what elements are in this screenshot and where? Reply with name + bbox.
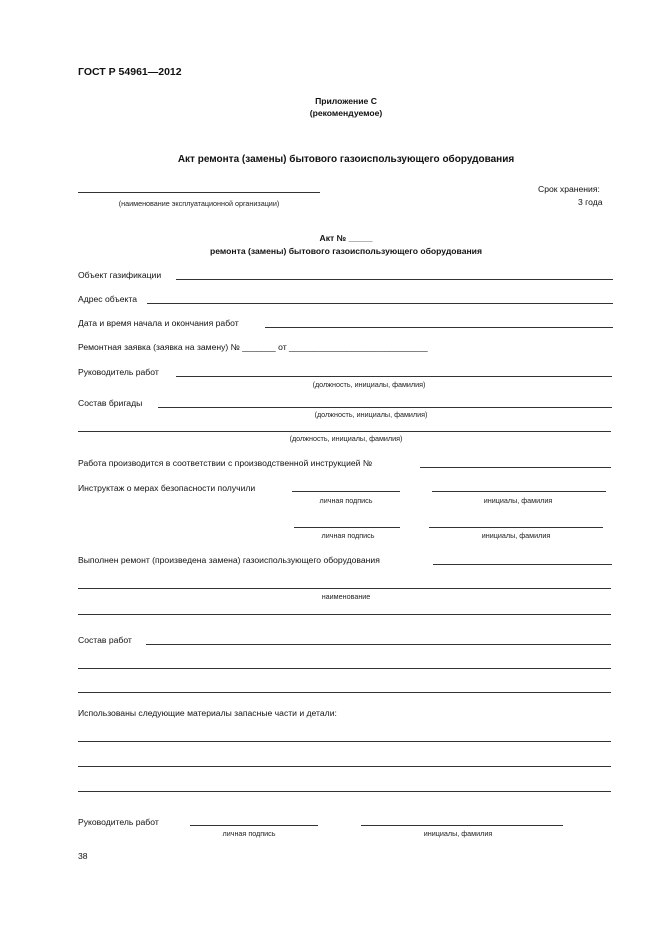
field-works-label: Состав работ bbox=[78, 635, 132, 645]
field-brigade-line[interactable] bbox=[158, 407, 612, 408]
leader-sign-label: Руководитель работ bbox=[78, 817, 159, 827]
appendix-note: (рекомендуемое) bbox=[309, 108, 383, 118]
leader-initials-caption: инициалы, фамилия bbox=[423, 829, 493, 838]
field-datetime-label: Дата и время начала и окончания работ bbox=[78, 318, 239, 328]
leader-caption: (должность, инициалы, фамилия) bbox=[312, 380, 426, 389]
field-repaired-line[interactable] bbox=[433, 564, 612, 565]
act-number: Акт № _____ bbox=[319, 233, 373, 243]
field-works-line[interactable] bbox=[146, 644, 611, 645]
act-subtitle: ремонта (замены) бытового газоиспользующего оборудования bbox=[210, 246, 482, 256]
field-object-label: Объект газификации bbox=[78, 270, 162, 280]
materials-line-2[interactable] bbox=[78, 766, 611, 767]
field-object-line[interactable] bbox=[176, 279, 613, 280]
field-instruction-line[interactable] bbox=[420, 467, 611, 468]
storage-value: 3 года bbox=[578, 197, 603, 207]
organization-line bbox=[78, 192, 320, 193]
field-safety-label: Инструктаж о мерах безопасности получили bbox=[78, 483, 256, 493]
leader-signature-line[interactable] bbox=[190, 825, 318, 826]
leader-initials-line[interactable] bbox=[361, 825, 563, 826]
works-line-3[interactable] bbox=[78, 692, 611, 693]
materials-line-1[interactable] bbox=[78, 741, 611, 742]
document-title: Акт ремонта (замены) бытового газоиспользующего оборудования bbox=[177, 154, 515, 165]
safety-initials-line-1[interactable] bbox=[432, 491, 606, 492]
appendix-title: Приложение С bbox=[315, 96, 377, 106]
safety-signature-caption-2: личная подпись bbox=[321, 531, 375, 540]
safety-signature-line-1[interactable] bbox=[292, 491, 400, 492]
safety-signature-line-2[interactable] bbox=[294, 527, 400, 528]
works-line-2[interactable] bbox=[78, 668, 611, 669]
safety-initials-caption-2: инициалы, фамилия bbox=[481, 531, 551, 540]
storage-label: Срок хранения: bbox=[538, 184, 600, 194]
leader-signature-caption: личная подпись bbox=[222, 829, 276, 838]
field-datetime-line[interactable] bbox=[265, 327, 613, 328]
field-brigade-label: Состав бригады bbox=[78, 398, 143, 408]
safety-initials-line-2[interactable] bbox=[429, 527, 603, 528]
repaired-line-2[interactable] bbox=[78, 588, 611, 589]
page-number: 38 bbox=[78, 851, 88, 861]
field-address-label: Адрес объекта bbox=[78, 294, 138, 304]
field-address-line[interactable] bbox=[147, 303, 613, 304]
safety-initials-caption-1: инициалы, фамилия bbox=[483, 496, 553, 505]
field-request-label: Ремонтная заявка (заявка на замену) № _______ от _____________________________ bbox=[78, 342, 428, 352]
field-leader-label: Руководитель работ bbox=[78, 367, 159, 377]
field-instruction-label: Работа производится в соответствии с производственной инструкцией № bbox=[78, 458, 373, 468]
brigade-caption: (должность, инициалы, фамилия) bbox=[314, 410, 428, 419]
organization-caption: (наименование эксплуатационной организации) bbox=[118, 199, 280, 208]
repaired-caption: наименование bbox=[321, 592, 371, 601]
brigade-caption-2: (должность, инициалы, фамилия) bbox=[289, 434, 403, 443]
materials-line-3[interactable] bbox=[78, 791, 611, 792]
repaired-line-3[interactable] bbox=[78, 614, 611, 615]
field-leader-line[interactable] bbox=[176, 376, 612, 377]
field-materials-label: Использованы следующие материалы запасные части и детали: bbox=[78, 708, 337, 718]
brigade-line-2[interactable] bbox=[78, 431, 611, 432]
safety-signature-caption-1: личная подпись bbox=[319, 496, 373, 505]
standard-number: ГОСТ Р 54961—2012 bbox=[78, 66, 182, 78]
field-repaired-label: Выполнен ремонт (произведена замена) газоиспользующего оборудования bbox=[78, 555, 380, 565]
